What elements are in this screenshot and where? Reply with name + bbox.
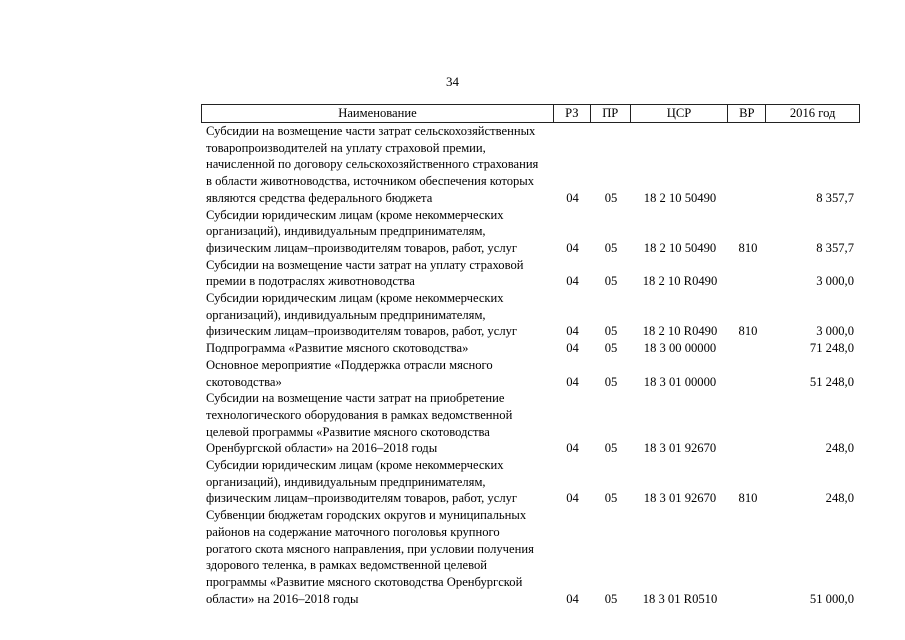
budget-table	[201, 104, 860, 607]
table-row	[201, 340, 860, 357]
row-amount: 8 357,7	[816, 240, 854, 255]
row-amount: 8 357,7	[816, 190, 854, 205]
row-rz: 04	[566, 274, 579, 289]
row-amount: 3 000,0	[816, 324, 854, 339]
row-name-line: Субсидии на возмещение части затрат на приобретение	[206, 391, 505, 406]
row-name-line: в области животноводства, источником обеспечения которых	[206, 174, 535, 189]
row-name-line: начисленной по договору сельскохозяйственного страхования	[206, 157, 539, 172]
row-name	[201, 290, 554, 340]
row-name-line: физическим лицам–производителям товаров, работ, услуг	[206, 491, 518, 506]
table-row	[201, 507, 860, 607]
row-name-line: являются средства федерального бюджета	[206, 190, 433, 205]
row-rz: 04	[566, 591, 579, 606]
row-name-line: Субсидии юридическим лицам (кроме некоммерческих	[206, 291, 504, 306]
header-vr: ВР	[728, 105, 766, 122]
row-name	[201, 207, 554, 257]
row-name-line: целевой программы «Развитие мясного скотоводства	[206, 424, 490, 439]
header-name: Наименование	[202, 105, 554, 122]
row-rz: 04	[566, 374, 579, 389]
row-name-line: технологического оборудования в рамках ведомственной	[206, 407, 513, 422]
table-row	[201, 290, 860, 340]
row-csr: 18 3 01 92670	[643, 491, 717, 506]
row-name-line: скотоводства»	[206, 374, 282, 389]
row-csr: 18 2 10 R0490	[642, 324, 718, 339]
row-name-line: Субсидии на возмещение части затрат сельскохозяйственных	[206, 124, 536, 138]
row-name-line: здорового теленка, в рамках ведомственной целевой	[206, 558, 487, 573]
row-csr: 18 3 00 00000	[643, 341, 717, 356]
row-csr: 18 3 01 R0510	[642, 591, 718, 606]
row-name-line: премии в подотраслях животноводства	[206, 274, 415, 289]
table-body	[201, 123, 860, 607]
row-name-line: Субсидии юридическим лицам (кроме некоммерческих	[206, 458, 504, 473]
row-name	[201, 123, 554, 207]
header-rz: РЗ	[554, 105, 591, 122]
page-number: 34	[446, 74, 459, 89]
row-vr: 810	[738, 324, 758, 339]
row-amount: 3 000,0	[816, 274, 854, 289]
row-name-line: Субвенции бюджетам городских округов и муниципальных	[206, 508, 527, 523]
row-rz: 04	[566, 441, 579, 456]
table-row	[201, 207, 860, 257]
row-csr: 18 2 10 R0490	[642, 274, 718, 289]
row-csr: 18 3 01 00000	[643, 374, 717, 389]
row-name	[201, 340, 554, 357]
row-csr: 18 2 10 50490	[643, 190, 717, 205]
row-name-line: организаций), индивидуальным предпринимателям,	[206, 474, 486, 489]
row-csr: 18 2 10 50490	[643, 240, 717, 255]
row-rz: 04	[566, 190, 579, 205]
row-pr: 05	[604, 441, 618, 456]
row-rz: 04	[566, 341, 579, 356]
row-pr: 05	[604, 240, 618, 255]
row-name-line: организаций), индивидуальным предпринимателям,	[206, 224, 486, 239]
row-name-line: организаций), индивидуальным предпринимателям,	[206, 307, 486, 322]
row-name-line: Субсидии на возмещение части затрат на уплату страховой	[206, 257, 524, 272]
row-name	[201, 507, 554, 607]
table-row	[201, 357, 860, 390]
row-name-line: районов на содержание маточного поголовья крупного	[206, 524, 500, 539]
table-row	[201, 457, 860, 507]
header-pr: ПР	[591, 105, 631, 122]
row-pr: 05	[604, 274, 618, 289]
row-amount: 71 248,0	[809, 341, 854, 356]
row-name-line: Оренбургской области» на 2016–2018 годы	[206, 441, 438, 456]
row-amount: 248,0	[825, 491, 854, 506]
row-name-line: физическим лицам–производителям товаров, работ, услуг	[206, 324, 518, 339]
row-name-line: физическим лицам–производителям товаров, работ, услуг	[206, 240, 518, 255]
header-csr: ЦСР	[631, 105, 729, 122]
row-amount: 51 000,0	[809, 591, 854, 606]
row-name	[201, 257, 554, 290]
row-pr: 05	[604, 591, 618, 606]
row-amount: 248,0	[825, 441, 854, 456]
row-rz: 04	[566, 491, 579, 506]
row-name-line: области» на 2016–2018 годы	[206, 591, 359, 606]
row-pr: 05	[604, 491, 618, 506]
table-header	[201, 104, 860, 123]
row-vr: 810	[738, 240, 758, 255]
table-row	[201, 257, 860, 290]
row-name-line: товаропроизводителей на уплату страховой премии,	[206, 140, 486, 155]
row-pr: 05	[604, 374, 618, 389]
row-amount: 51 248,0	[809, 374, 854, 389]
row-name-line: Субсидии юридическим лицам (кроме некоммерческих	[206, 207, 504, 222]
row-csr: 18 3 01 92670	[643, 441, 717, 456]
row-pr: 05	[604, 341, 618, 356]
row-vr: 810	[738, 491, 758, 506]
row-rz: 04	[566, 324, 579, 339]
row-name-line: программы «Развитие мясного скотоводства Оренбургской	[206, 574, 523, 589]
row-name	[201, 457, 554, 507]
row-name-line: Основное мероприятие «Поддержка отрасли мясного	[206, 357, 493, 372]
row-name	[201, 357, 554, 390]
row-name	[201, 390, 554, 457]
row-pr: 05	[604, 190, 618, 205]
header-year: 2016 год	[789, 106, 836, 120]
row-pr: 05	[604, 324, 618, 339]
table-row	[201, 390, 860, 457]
row-name-line: рогатого скота мясного направления, при условии получения	[206, 541, 534, 556]
row-rz: 04	[566, 240, 579, 255]
table-row	[201, 123, 860, 207]
row-name-line: Подпрограмма «Развитие мясного скотоводства»	[206, 341, 469, 356]
